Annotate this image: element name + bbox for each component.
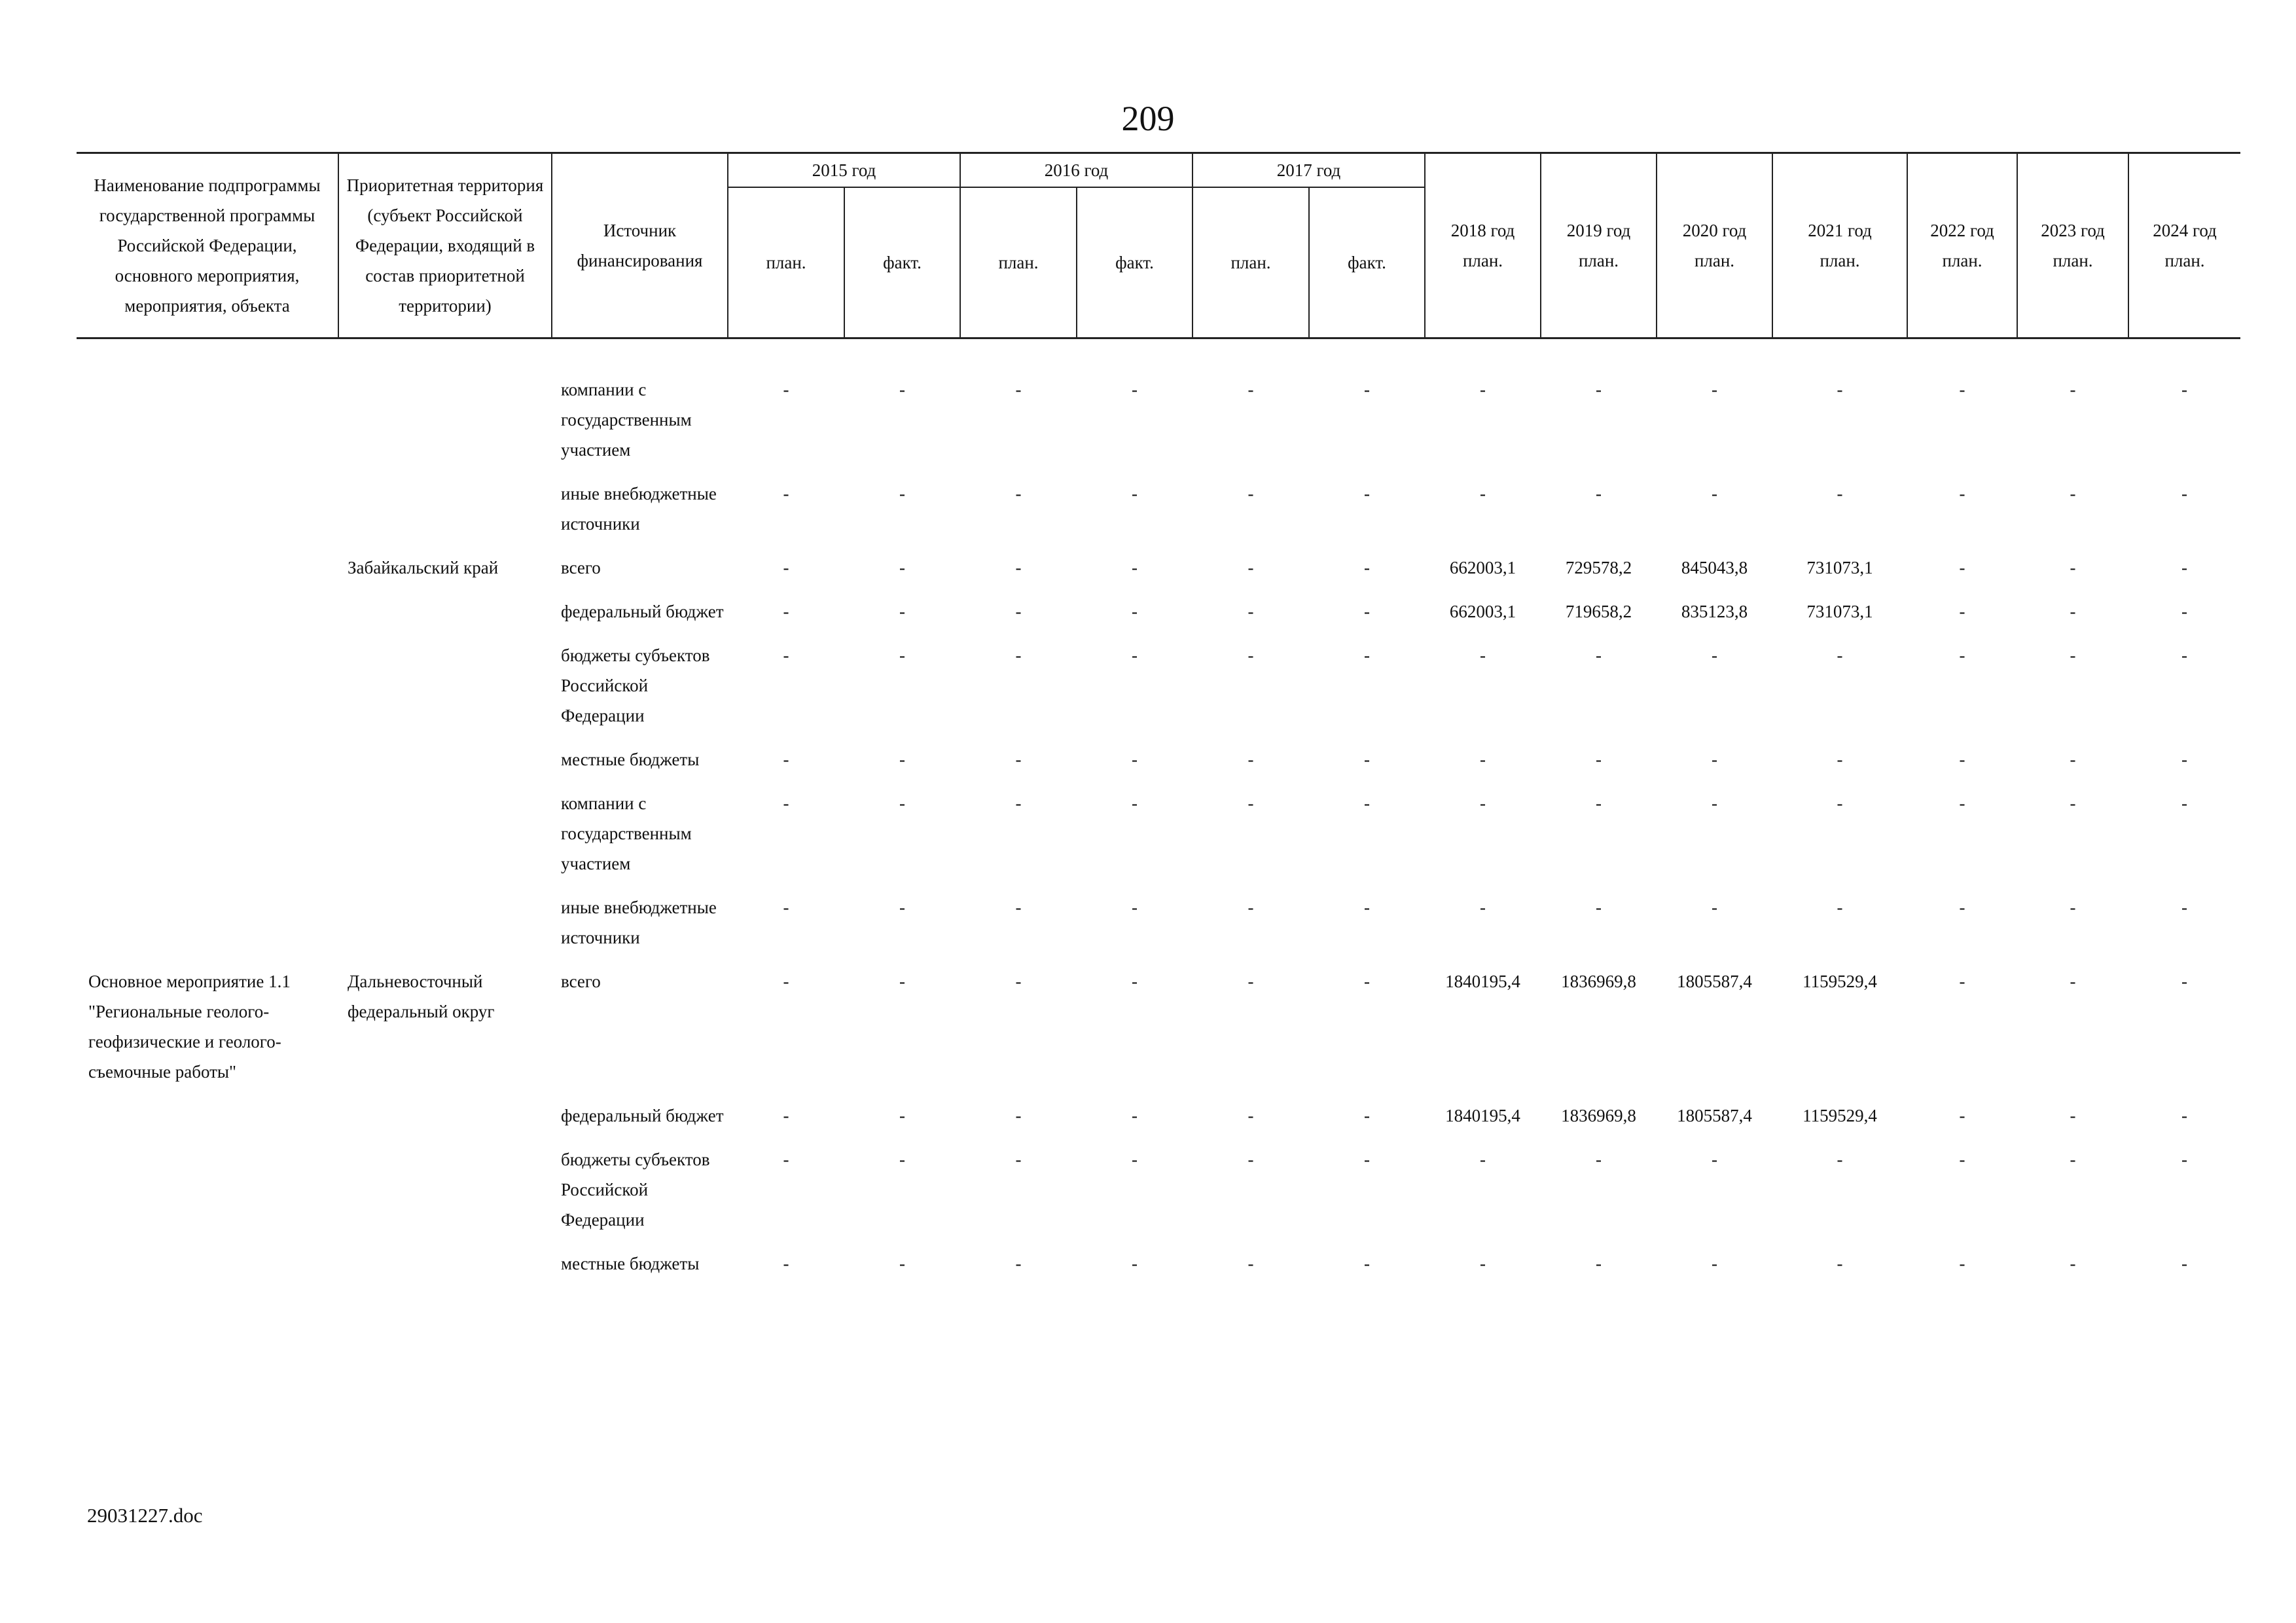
row-value-cell: - bbox=[1712, 898, 1717, 917]
row-value-cell: - bbox=[2181, 898, 2187, 917]
row-value-cell: - bbox=[1132, 1150, 1138, 1169]
row-value-cell: 1805587,4 bbox=[1677, 972, 1752, 991]
row-value-cell: - bbox=[1364, 898, 1370, 917]
col-header-year-2015: 2015 год bbox=[728, 153, 960, 188]
row-value-cell: - bbox=[1712, 380, 1717, 399]
row-value-cell: - bbox=[1364, 1254, 1370, 1273]
header-row-years bbox=[77, 153, 2240, 188]
row-value-cell: - bbox=[1364, 602, 1370, 621]
row-name-cell bbox=[77, 640, 338, 744]
row-value-cell: 835123,8 bbox=[1681, 602, 1748, 621]
row-value-cell: 662003,1 bbox=[1449, 558, 1516, 577]
row-value-cell: - bbox=[2181, 1106, 2187, 1125]
row-value-cell: - bbox=[783, 1106, 789, 1125]
row-value-cell: - bbox=[2181, 602, 2187, 621]
row-value-cell: - bbox=[2181, 646, 2187, 665]
row-source-cell: местные бюджеты bbox=[561, 750, 700, 769]
row-value-cell: - bbox=[1712, 1150, 1717, 1169]
row-source-cell: иные внебюджетные источники bbox=[561, 484, 717, 534]
row-value-cell: - bbox=[1837, 750, 1843, 769]
row-territory-cell bbox=[338, 744, 552, 788]
row-value-cell: - bbox=[1247, 750, 1254, 769]
row-source-cell: бюджеты субъектов Российской Федерации bbox=[561, 646, 710, 725]
row-source-cell: бюджеты субъектов Российской Федерации bbox=[561, 1150, 710, 1230]
row-value-cell: - bbox=[899, 793, 905, 813]
row-value-cell: - bbox=[1364, 793, 1370, 813]
row-value-cell: - bbox=[1837, 1254, 1843, 1273]
row-value-cell: - bbox=[1132, 558, 1138, 577]
row-territory-cell bbox=[338, 892, 552, 966]
row-value-cell: - bbox=[1132, 380, 1138, 399]
row-value-cell: - bbox=[1837, 898, 1843, 917]
row-value-cell: - bbox=[1837, 793, 1843, 813]
row-source-cell: компании с государственным участием bbox=[561, 380, 692, 460]
row-value-cell: 1805587,4 bbox=[1677, 1106, 1752, 1125]
row-value-cell: 662003,1 bbox=[1449, 602, 1516, 621]
row-value-cell: - bbox=[1015, 898, 1022, 917]
row-value-cell: - bbox=[1596, 1254, 1602, 1273]
row-territory-cell bbox=[338, 788, 552, 892]
row-value-cell: - bbox=[2070, 484, 2076, 503]
row-value-cell: 731073,1 bbox=[1806, 558, 1873, 577]
col-header-year-2020 bbox=[1657, 153, 1772, 338]
row-value-cell: - bbox=[1015, 602, 1022, 621]
row-value-cell: - bbox=[1364, 750, 1370, 769]
row-name-cell bbox=[77, 553, 338, 596]
row-value-cell: - bbox=[2181, 750, 2187, 769]
year-label: 2021 год bbox=[1808, 221, 1872, 240]
row-value-cell: - bbox=[1364, 484, 1370, 503]
row-value-cell: 1840195,4 bbox=[1445, 1106, 1520, 1125]
row-value-cell: - bbox=[1132, 972, 1138, 991]
row-source-cell: иные внебюджетные источники bbox=[561, 898, 717, 947]
row-value-cell: - bbox=[2070, 558, 2076, 577]
row-territory-cell bbox=[338, 1249, 552, 1292]
year-label: 2022 год bbox=[1930, 221, 1994, 240]
row-value-cell: - bbox=[1247, 558, 1254, 577]
row-source-cell: федеральный бюджет bbox=[561, 1106, 724, 1125]
row-territory-cell bbox=[338, 1144, 552, 1249]
table-row bbox=[77, 553, 2240, 596]
table-row bbox=[77, 1249, 2240, 1292]
row-value-cell: - bbox=[2181, 972, 2187, 991]
table-row bbox=[77, 966, 2240, 1101]
row-value-cell: - bbox=[2070, 646, 2076, 665]
row-name-cell bbox=[77, 744, 338, 788]
row-value-cell: - bbox=[1015, 1106, 1022, 1125]
row-value-cell: - bbox=[1015, 380, 1022, 399]
row-value-cell: - bbox=[1364, 1106, 1370, 1125]
col-header-year-2019 bbox=[1541, 153, 1657, 338]
col-header-territory: Приоритетная территория (субъект Российской Федерации, входящий в состав приоритетной территории) bbox=[338, 153, 552, 338]
row-value-cell: - bbox=[1480, 646, 1486, 665]
row-value-cell: - bbox=[2070, 380, 2076, 399]
row-value-cell: - bbox=[1364, 1150, 1370, 1169]
table-row bbox=[77, 1101, 2240, 1144]
row-value-cell: - bbox=[1132, 602, 1138, 621]
row-value-cell: - bbox=[1015, 793, 1022, 813]
row-value-cell: - bbox=[1015, 484, 1022, 503]
row-value-cell: - bbox=[1959, 793, 1965, 813]
row-value-cell: - bbox=[2070, 972, 2076, 991]
year-label: 2023 год bbox=[2041, 221, 2105, 240]
col-header-plan: план. bbox=[728, 187, 844, 338]
row-value-cell: 1836969,8 bbox=[1561, 1106, 1636, 1125]
row-value-cell: - bbox=[1480, 1254, 1486, 1273]
row-value-cell: - bbox=[1596, 380, 1602, 399]
row-value-cell: - bbox=[1959, 972, 1965, 991]
row-value-cell: - bbox=[2181, 793, 2187, 813]
plan-label: план. bbox=[1820, 251, 1860, 270]
row-value-cell: - bbox=[1712, 484, 1717, 503]
financing-table bbox=[77, 152, 2240, 1292]
plan-label: план. bbox=[1694, 251, 1735, 270]
row-value-cell: - bbox=[1959, 750, 1965, 769]
row-value-cell: - bbox=[783, 793, 789, 813]
row-value-cell: - bbox=[1132, 1254, 1138, 1273]
row-value-cell: - bbox=[2181, 380, 2187, 399]
row-value-cell: - bbox=[899, 972, 905, 991]
row-name-cell bbox=[77, 479, 338, 553]
row-value-cell: - bbox=[2070, 602, 2076, 621]
col-header-source: Источник финансирования bbox=[552, 153, 728, 338]
row-value-cell: - bbox=[2181, 1254, 2187, 1273]
row-value-cell: - bbox=[1247, 793, 1254, 813]
plan-label: план. bbox=[1578, 251, 1619, 270]
row-name-cell bbox=[77, 788, 338, 892]
row-value-cell: - bbox=[1015, 750, 1022, 769]
row-value-cell: - bbox=[899, 898, 905, 917]
row-value-cell: - bbox=[1364, 380, 1370, 399]
row-value-cell: - bbox=[1712, 1254, 1717, 1273]
row-value-cell: - bbox=[783, 646, 789, 665]
col-header-year-2023 bbox=[2017, 153, 2128, 338]
col-header-fact: факт. bbox=[1077, 187, 1193, 338]
row-value-cell: - bbox=[1015, 1254, 1022, 1273]
row-value-cell: - bbox=[1712, 750, 1717, 769]
row-value-cell: - bbox=[1480, 793, 1486, 813]
row-source-cell: всего bbox=[561, 558, 601, 577]
row-value-cell: - bbox=[1015, 1150, 1022, 1169]
row-value-cell: - bbox=[1712, 793, 1717, 813]
row-value-cell: - bbox=[783, 602, 789, 621]
row-value-cell: 1159529,4 bbox=[1803, 972, 1877, 991]
row-name-cell bbox=[77, 1144, 338, 1249]
row-value-cell: - bbox=[1959, 898, 1965, 917]
row-value-cell: - bbox=[783, 1254, 789, 1273]
row-value-cell: - bbox=[1959, 602, 1965, 621]
document-id: 29031227.doc bbox=[87, 1504, 203, 1527]
row-value-cell: - bbox=[1132, 646, 1138, 665]
row-value-cell: - bbox=[1480, 898, 1486, 917]
table-row bbox=[77, 596, 2240, 640]
row-territory-cell bbox=[338, 479, 552, 553]
table-body bbox=[77, 338, 2240, 1293]
table-row bbox=[77, 744, 2240, 788]
row-value-cell: - bbox=[1480, 484, 1486, 503]
col-header-fact: факт. bbox=[1309, 187, 1425, 338]
row-value-cell: - bbox=[2070, 1150, 2076, 1169]
col-header-plan: план. bbox=[960, 187, 1077, 338]
row-territory-cell bbox=[338, 640, 552, 744]
row-value-cell: - bbox=[1837, 484, 1843, 503]
table-row bbox=[77, 892, 2240, 966]
row-value-cell: - bbox=[783, 750, 789, 769]
row-value-cell: - bbox=[899, 1254, 905, 1273]
year-label: 2020 год bbox=[1682, 221, 1747, 240]
row-source-cell: компании с государственным участием bbox=[561, 793, 692, 873]
row-value-cell: - bbox=[1959, 484, 1965, 503]
row-territory-cell bbox=[338, 596, 552, 640]
row-value-cell: - bbox=[1364, 646, 1370, 665]
row-value-cell: - bbox=[1247, 898, 1254, 917]
row-value-cell: - bbox=[899, 380, 905, 399]
row-value-cell: - bbox=[1247, 380, 1254, 399]
row-value-cell: - bbox=[899, 1150, 905, 1169]
row-value-cell: - bbox=[1480, 1150, 1486, 1169]
row-value-cell: - bbox=[783, 380, 789, 399]
row-value-cell: 1840195,4 bbox=[1445, 972, 1520, 991]
row-value-cell: - bbox=[783, 972, 789, 991]
page-number: 209 bbox=[1121, 99, 1175, 138]
row-value-cell: - bbox=[2070, 1254, 2076, 1273]
row-value-cell: 1836969,8 bbox=[1561, 972, 1636, 991]
row-value-cell: - bbox=[1959, 1150, 1965, 1169]
plan-label: план. bbox=[2164, 251, 2205, 270]
row-value-cell: - bbox=[2070, 898, 2076, 917]
year-label: 2024 год bbox=[2153, 221, 2217, 240]
table-row bbox=[77, 640, 2240, 744]
col-header-year-2024 bbox=[2128, 153, 2240, 338]
col-header-fact: факт. bbox=[844, 187, 960, 338]
row-value-cell: - bbox=[783, 484, 789, 503]
col-header-year-2018 bbox=[1425, 153, 1541, 338]
row-name-cell: Основное мероприятие 1.1 "Региональные геолого-геофизические и геолого-съемочные работы" bbox=[88, 972, 291, 1082]
plan-label: план. bbox=[2053, 251, 2093, 270]
row-value-cell: - bbox=[1132, 898, 1138, 917]
row-value-cell: - bbox=[899, 602, 905, 621]
row-source-cell: всего bbox=[561, 972, 601, 991]
row-value-cell: 1159529,4 bbox=[1803, 1106, 1877, 1125]
row-name-cell bbox=[77, 892, 338, 966]
row-value-cell: - bbox=[1132, 484, 1138, 503]
row-value-cell: - bbox=[1837, 646, 1843, 665]
row-value-cell: - bbox=[783, 1150, 789, 1169]
row-value-cell: - bbox=[1247, 972, 1254, 991]
row-value-cell: - bbox=[2070, 793, 2076, 813]
row-value-cell: - bbox=[2070, 1106, 2076, 1125]
row-value-cell: - bbox=[1837, 380, 1843, 399]
row-value-cell: - bbox=[1959, 558, 1965, 577]
row-value-cell: 731073,1 bbox=[1806, 602, 1873, 621]
row-value-cell: - bbox=[1247, 1106, 1254, 1125]
plan-label: план. bbox=[1462, 251, 1503, 270]
row-value-cell: - bbox=[899, 558, 905, 577]
row-value-cell: - bbox=[2070, 750, 2076, 769]
row-value-cell: - bbox=[2181, 1150, 2187, 1169]
row-territory-cell: Дальневосточный федеральный округ bbox=[348, 972, 495, 1021]
row-value-cell: - bbox=[1480, 750, 1486, 769]
row-value-cell: - bbox=[783, 558, 789, 577]
row-value-cell: - bbox=[1596, 750, 1602, 769]
table-row bbox=[77, 788, 2240, 892]
col-header-year-2017: 2017 год bbox=[1193, 153, 1425, 188]
row-name-cell bbox=[77, 596, 338, 640]
row-value-cell: - bbox=[1480, 380, 1486, 399]
row-value-cell: - bbox=[1712, 646, 1717, 665]
row-value-cell: - bbox=[899, 1106, 905, 1125]
year-label: 2018 год bbox=[1450, 221, 1515, 240]
row-value-cell: - bbox=[1596, 898, 1602, 917]
row-value-cell: 719658,2 bbox=[1565, 602, 1632, 621]
row-value-cell: - bbox=[1247, 1150, 1254, 1169]
row-value-cell: - bbox=[1959, 1106, 1965, 1125]
row-value-cell: - bbox=[1596, 1150, 1602, 1169]
row-territory-cell bbox=[338, 338, 552, 479]
table-row bbox=[77, 338, 2240, 479]
row-source-cell: федеральный бюджет bbox=[561, 602, 724, 621]
col-header-year-2021 bbox=[1772, 153, 1907, 338]
col-header-name: Наименование подпрограммы государственной программы Российской Федерации, основного мероприятия, мероприятия, объекта bbox=[77, 153, 338, 338]
row-value-cell: - bbox=[899, 646, 905, 665]
row-value-cell: - bbox=[1247, 484, 1254, 503]
row-value-cell: 845043,8 bbox=[1681, 558, 1748, 577]
row-value-cell: - bbox=[1364, 972, 1370, 991]
row-value-cell: - bbox=[899, 484, 905, 503]
row-value-cell: - bbox=[1959, 1254, 1965, 1273]
row-value-cell: - bbox=[1837, 1150, 1843, 1169]
row-name-cell bbox=[77, 1101, 338, 1144]
row-value-cell: - bbox=[1247, 646, 1254, 665]
table-row bbox=[77, 1144, 2240, 1249]
row-value-cell: - bbox=[1132, 750, 1138, 769]
col-header-year-2016: 2016 год bbox=[960, 153, 1193, 188]
col-header-plan: план. bbox=[1193, 187, 1309, 338]
col-header-year-2022 bbox=[1907, 153, 2017, 338]
row-value-cell: - bbox=[1364, 558, 1370, 577]
row-value-cell: - bbox=[1959, 380, 1965, 399]
row-value-cell: - bbox=[1015, 558, 1022, 577]
row-territory-cell bbox=[338, 1101, 552, 1144]
row-value-cell: - bbox=[1596, 646, 1602, 665]
row-value-cell: - bbox=[1959, 646, 1965, 665]
row-value-cell: - bbox=[1015, 972, 1022, 991]
row-value-cell: 729578,2 bbox=[1565, 558, 1632, 577]
row-value-cell: - bbox=[1132, 1106, 1138, 1125]
row-value-cell: - bbox=[783, 898, 789, 917]
row-value-cell: - bbox=[1015, 646, 1022, 665]
table-row bbox=[77, 479, 2240, 553]
row-territory-cell: Забайкальский край bbox=[348, 558, 499, 577]
row-value-cell: - bbox=[1132, 793, 1138, 813]
row-value-cell: - bbox=[2181, 558, 2187, 577]
row-source-cell: местные бюджеты bbox=[561, 1254, 700, 1273]
row-value-cell: - bbox=[1247, 1254, 1254, 1273]
row-name-cell bbox=[77, 1249, 338, 1292]
plan-label: план. bbox=[1942, 251, 1982, 270]
year-label: 2019 год bbox=[1566, 221, 1631, 240]
row-value-cell: - bbox=[1596, 793, 1602, 813]
row-value-cell: - bbox=[899, 750, 905, 769]
row-value-cell: - bbox=[2181, 484, 2187, 503]
row-value-cell: - bbox=[1596, 484, 1602, 503]
row-name-cell bbox=[77, 338, 338, 479]
row-value-cell: - bbox=[1247, 602, 1254, 621]
